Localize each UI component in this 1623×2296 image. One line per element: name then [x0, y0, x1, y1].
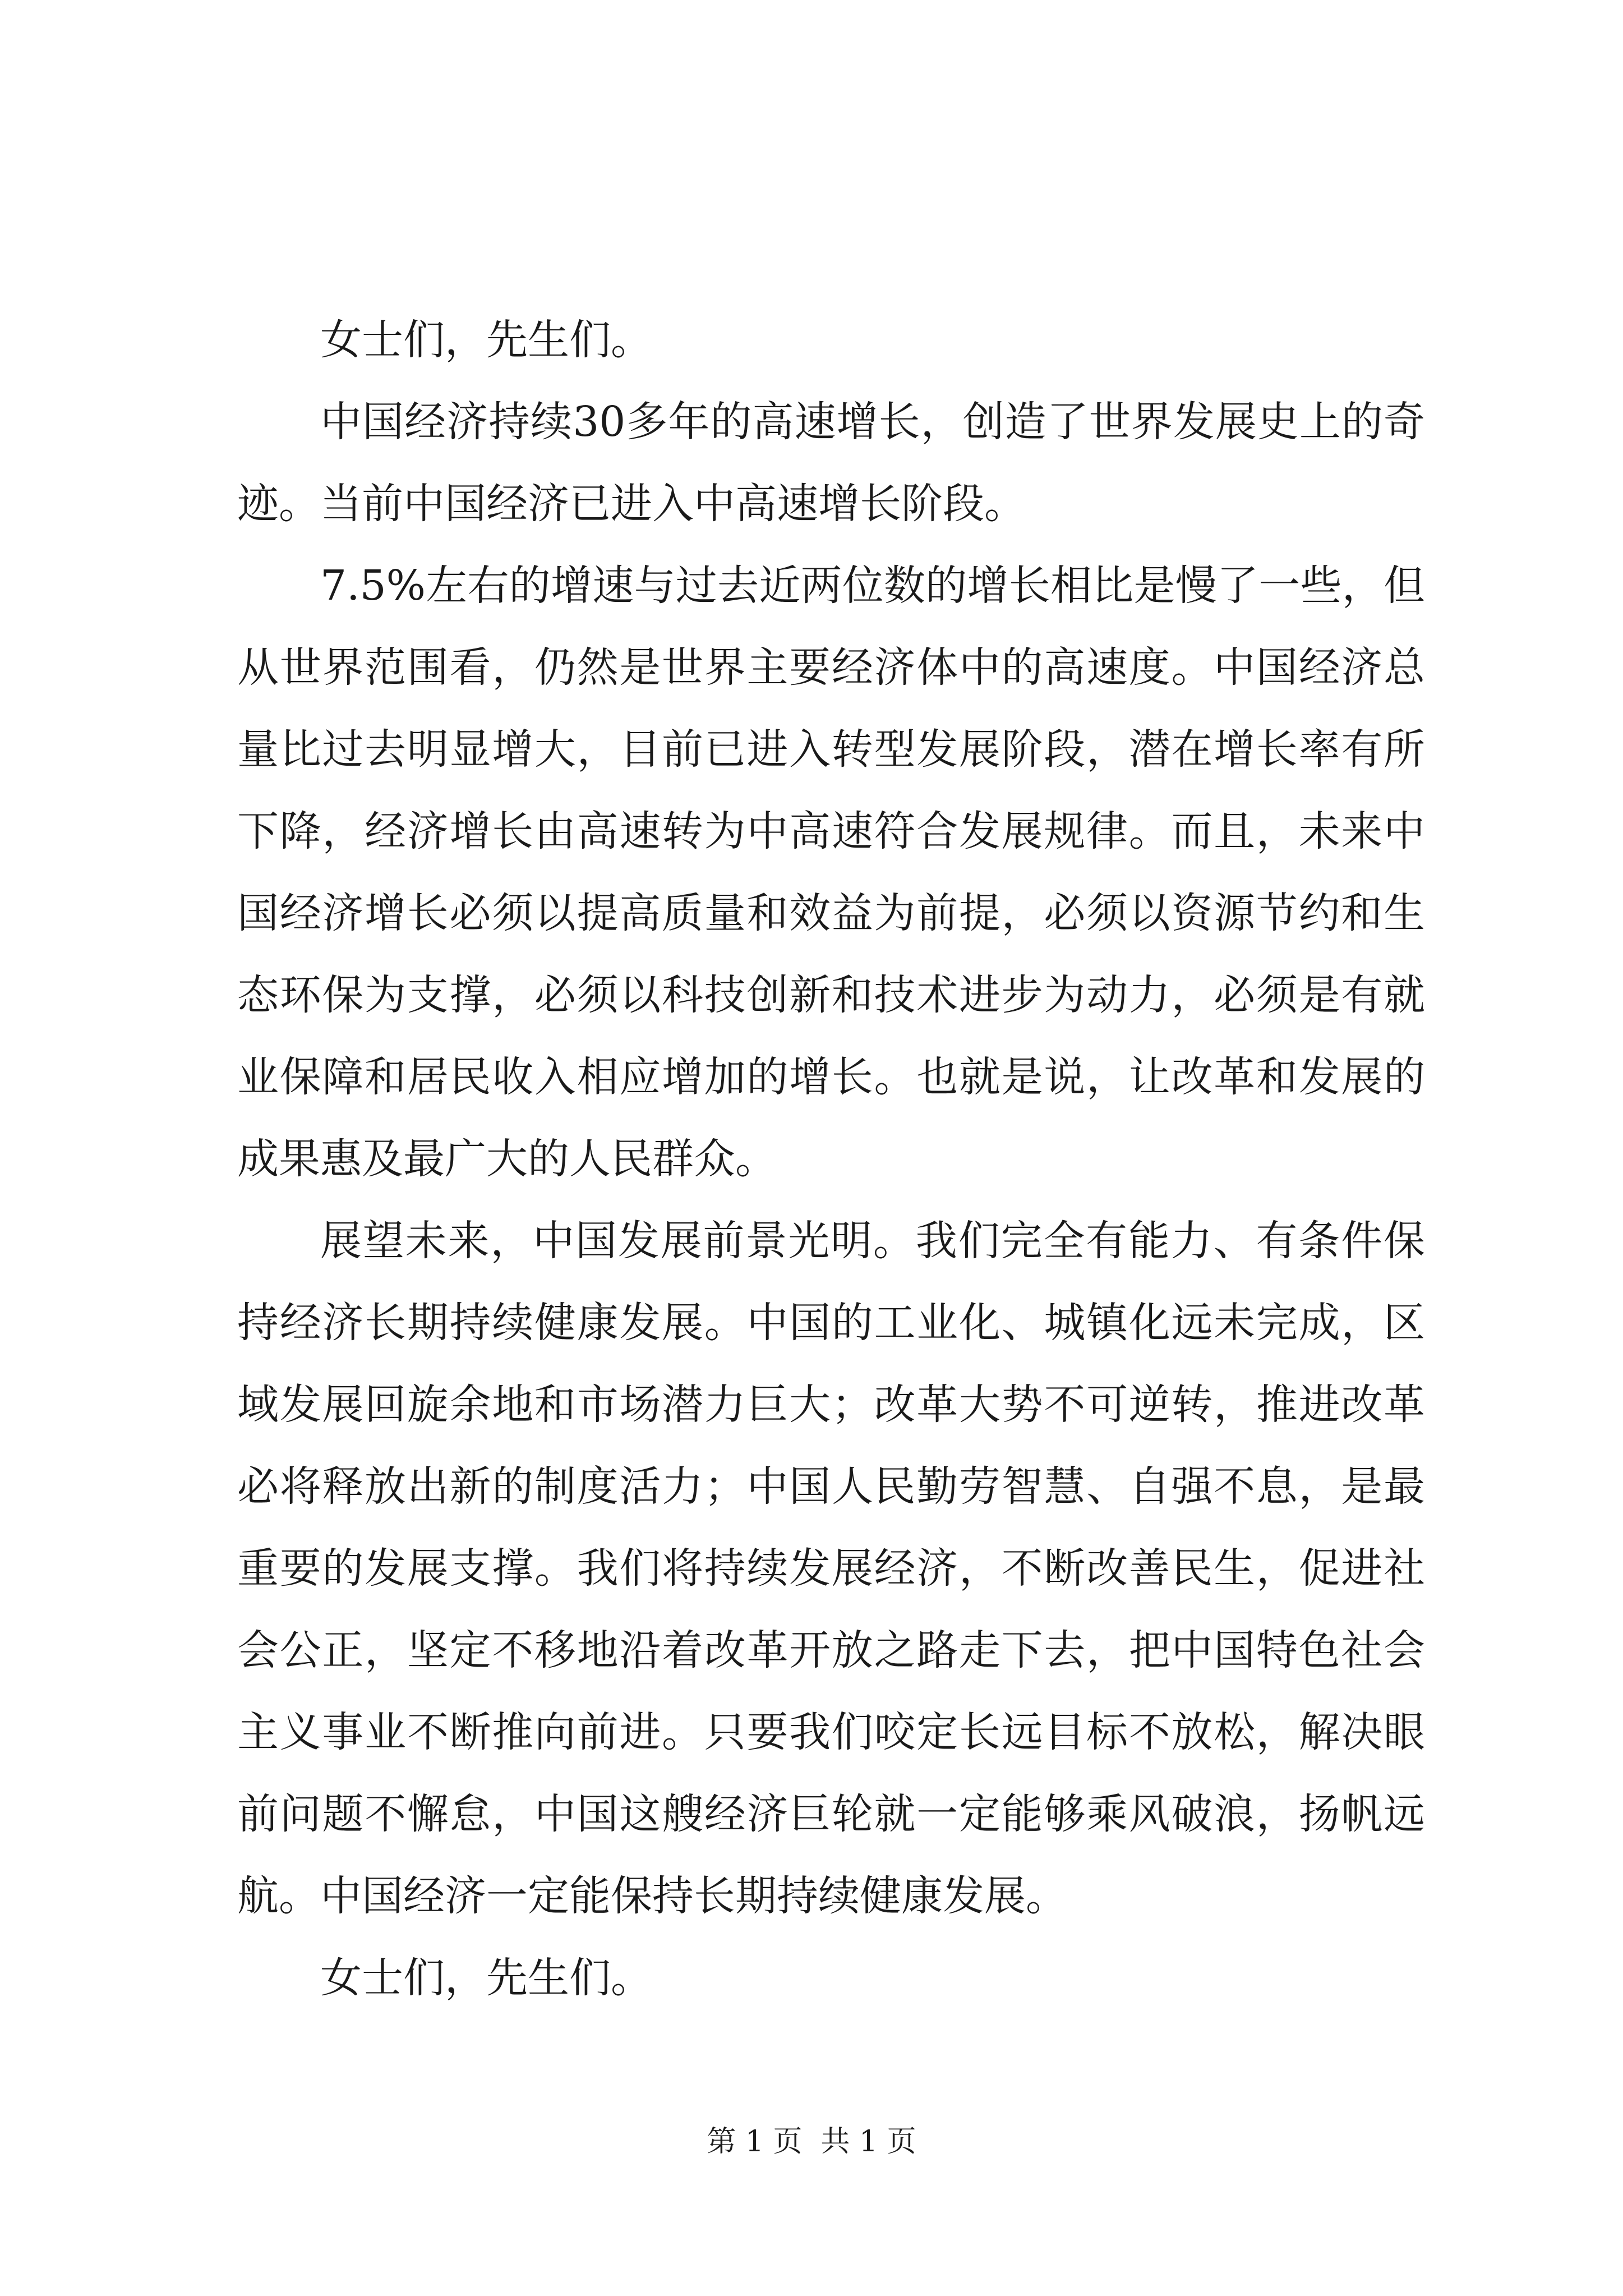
- paragraph-greeting: 女士们，先生们。: [320, 316, 652, 364]
- paragraph-closing-greeting: 女士们，先生们。: [320, 1954, 652, 2002]
- paragraph-growth-history: 中国经济持续30多年的高速增长，创造了世界发展史上的奇迹。当前中国经济已进入中高速增长阶段。: [237, 398, 1425, 528]
- document-body: [237, 299, 1425, 2019]
- paragraph-growth-rate: 7.5%左右的增速与过去近两位数的增长相比是慢了一些，但从世界范围看，仍然是世界主要经济体中的高速度。中国经济总量比过去明显增大，目前已进入转型发展阶段，潜在增长率有所下降，经济增长由高速转为中高速符合发展规律。而且，未来中国经济增长必须以提高质量和效益为前提，必须以资源节约和生态环保为支撑，必须以科技创新和技术进步为动力，必须是有就业保障和居民收入相应增加的增长。也就是说，让改革和发展的成果惠及最广大的人民群众。: [237, 562, 1425, 1183]
- page-number-footer: 第 1 页 共 1 页: [707, 2125, 916, 2159]
- paragraph-outlook: 展望未来，中国发展前景光明。我们完全有能力、有条件保持经济长期持续健康发展。中国的工业化、城镇化远未完成，区域发展回旋余地和市场潜力巨大；改革大势不可逆转，推进改革必将释放出新的制度活力；中国人民勤劳智慧、自强不息，是最重要的发展支撑。我们将持续发展经济，不断改善民生，促进社会公正，坚定不移地沿着改革开放之路走下去，把中国特色社会主义事业不断推向前进。只要我们咬定长远目标不放松，解决眼前问题不懈怠，中国这艘经济巨轮就一定能够乘风破浪，扬帆远航。中国经济一定能保持长期持续健康发展。: [237, 1217, 1425, 1920]
